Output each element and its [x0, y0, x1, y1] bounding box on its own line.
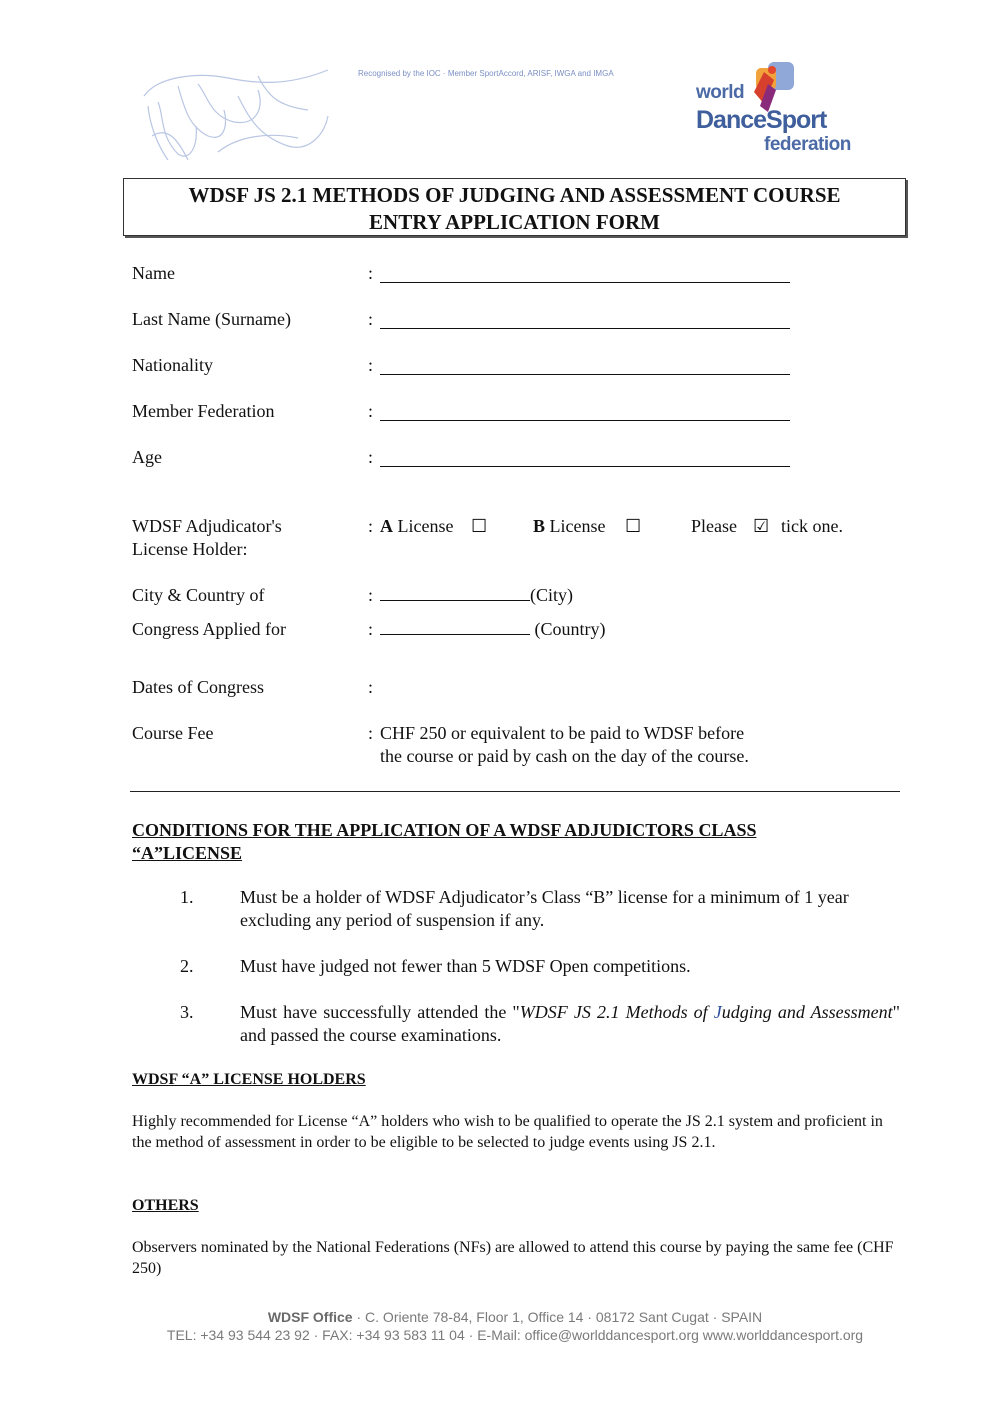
- condition-3-pre: Must have successfully attended the ": [240, 1002, 520, 1022]
- logo-world-text: world: [696, 82, 745, 103]
- license-label-line-2: License Holder:: [132, 539, 248, 559]
- name-label: Name: [132, 263, 175, 283]
- tick-one-text: tick one.: [781, 516, 843, 536]
- license-label-line-1: WDSF Adjudicator's: [132, 516, 282, 536]
- member-federation-field[interactable]: [380, 404, 790, 421]
- others-text: Observers nominated by the National Federations (NFs) are allowed to attend this course by paying the same fee (CHF 250): [132, 1239, 894, 1277]
- logo-federation-text: federation: [764, 134, 851, 155]
- condition-item: [240, 1001, 900, 1047]
- dates-colon: :: [368, 677, 374, 697]
- a-holders-heading: WDSF “A” LICENSE HOLDERS: [132, 1071, 366, 1088]
- recognition-note: Recognised by the IOC · Member SportAccord, ARISF, IWGA and IMGA: [358, 69, 614, 78]
- others-heading: OTHERS: [132, 1197, 199, 1214]
- b-license-checkbox[interactable]: ☐: [625, 516, 642, 536]
- condition-number: 2.: [180, 956, 194, 976]
- conditions-heading: [132, 819, 852, 865]
- condition-item: Must have judged not fewer than 5 WDSF Open competitions.: [240, 956, 691, 976]
- footer-contact: TEL: +34 93 544 23 92 · FAX: +34 93 583 11 04 · E-Mail: office@worlddancesport.org www.worlddancesport.org: [166, 1327, 864, 1343]
- footer-office-address: · C. Oriente 78-84, Floor 1, Office 14 · 08172 Sant Cugat · SPAIN: [352, 1309, 763, 1325]
- dancers-line-art: [138, 66, 338, 162]
- please-text: Please: [691, 516, 737, 536]
- city-field[interactable]: [380, 584, 530, 601]
- condition-3-italic-b: udging and Assessment: [721, 1002, 893, 1022]
- a-license-option[interactable]: [380, 515, 453, 538]
- conditions-heading-line-1: CONDITIONS FOR THE APPLICATION OF A WDSF ADJUDICTORS CLASS: [132, 820, 757, 840]
- city-suffix: (City): [530, 585, 573, 605]
- title-line-1: WDSF JS 2.1 METHODS OF JUDGING AND ASSESSMENT COURSE: [188, 183, 841, 207]
- condition-3-italic-a: WDSF JS 2.1 Methods of: [519, 1002, 714, 1022]
- member-federation-colon: :: [368, 401, 374, 421]
- nationality-label: Nationality: [132, 355, 213, 375]
- course-fee-colon: :: [368, 723, 374, 743]
- course-fee-value: [380, 722, 749, 768]
- title-line-2: ENTRY APPLICATION FORM: [369, 210, 660, 234]
- a-holders-text: Highly recommended for License “A” holders who wish to be qualified to operate the JS 2.1 system and proficient in the method of assessment in order to be eligible to be selected to judge events using JS 2.1.: [132, 1113, 883, 1151]
- country-suffix: (Country): [530, 619, 606, 639]
- age-colon: :: [368, 447, 374, 467]
- nationality-field[interactable]: [380, 358, 790, 375]
- condition-number: 1.: [180, 887, 194, 907]
- last-name-colon: :: [368, 309, 374, 329]
- name-field[interactable]: [380, 266, 790, 283]
- condition-number: 3.: [180, 1002, 194, 1022]
- country-field[interactable]: [380, 618, 530, 635]
- section-divider: [130, 791, 900, 792]
- condition-3-post: " and passed the course examinations.: [240, 1002, 901, 1045]
- name-colon: :: [368, 263, 374, 283]
- a-license-checkbox[interactable]: ☐: [471, 516, 488, 536]
- b-license-text: License: [545, 516, 606, 536]
- condition-3-italic-blue: J: [713, 1002, 722, 1022]
- license-colon: :: [368, 516, 374, 536]
- license-label: [132, 515, 282, 561]
- age-label: Age: [132, 447, 162, 467]
- course-fee-label: Course Fee: [132, 723, 214, 743]
- country-colon: :: [368, 619, 374, 639]
- dates-label: Dates of Congress: [132, 677, 264, 697]
- a-license-letter: A: [380, 516, 393, 536]
- city-row: [380, 584, 573, 607]
- condition-item: Must be a holder of WDSF Adjudicator’s Class “B” license for a minimum of 1 year excluding any period of suspension if any.: [240, 887, 849, 930]
- country-row: [380, 618, 606, 641]
- form-title: [123, 178, 906, 236]
- city-country-label: City & Country of: [132, 585, 265, 605]
- footer-office-name: WDSF Office: [267, 1309, 353, 1325]
- member-federation-label: Member Federation: [132, 401, 275, 421]
- last-name-label: Last Name (Surname): [132, 309, 291, 329]
- congress-label: Congress Applied for: [132, 619, 286, 639]
- b-license-option[interactable]: [533, 515, 605, 538]
- a-license-text: License: [393, 516, 454, 536]
- footer-address: [0, 1309, 992, 1325]
- checked-box-icon: ☑: [753, 516, 770, 536]
- nationality-colon: :: [368, 355, 374, 375]
- logo-dancesport-text: DanceSport: [696, 106, 827, 134]
- age-field[interactable]: [380, 450, 790, 467]
- b-license-letter: B: [533, 516, 546, 536]
- course-fee-line-2: the course or paid by cash on the day of the course.: [380, 746, 749, 766]
- last-name-field[interactable]: [380, 312, 790, 329]
- course-fee-line-1: CHF 250 or equivalent to be paid to WDSF before: [380, 723, 745, 743]
- city-colon: :: [368, 585, 374, 605]
- conditions-heading-line-2: “A”LICENSE: [132, 843, 243, 863]
- wdsf-logo: [694, 62, 851, 162]
